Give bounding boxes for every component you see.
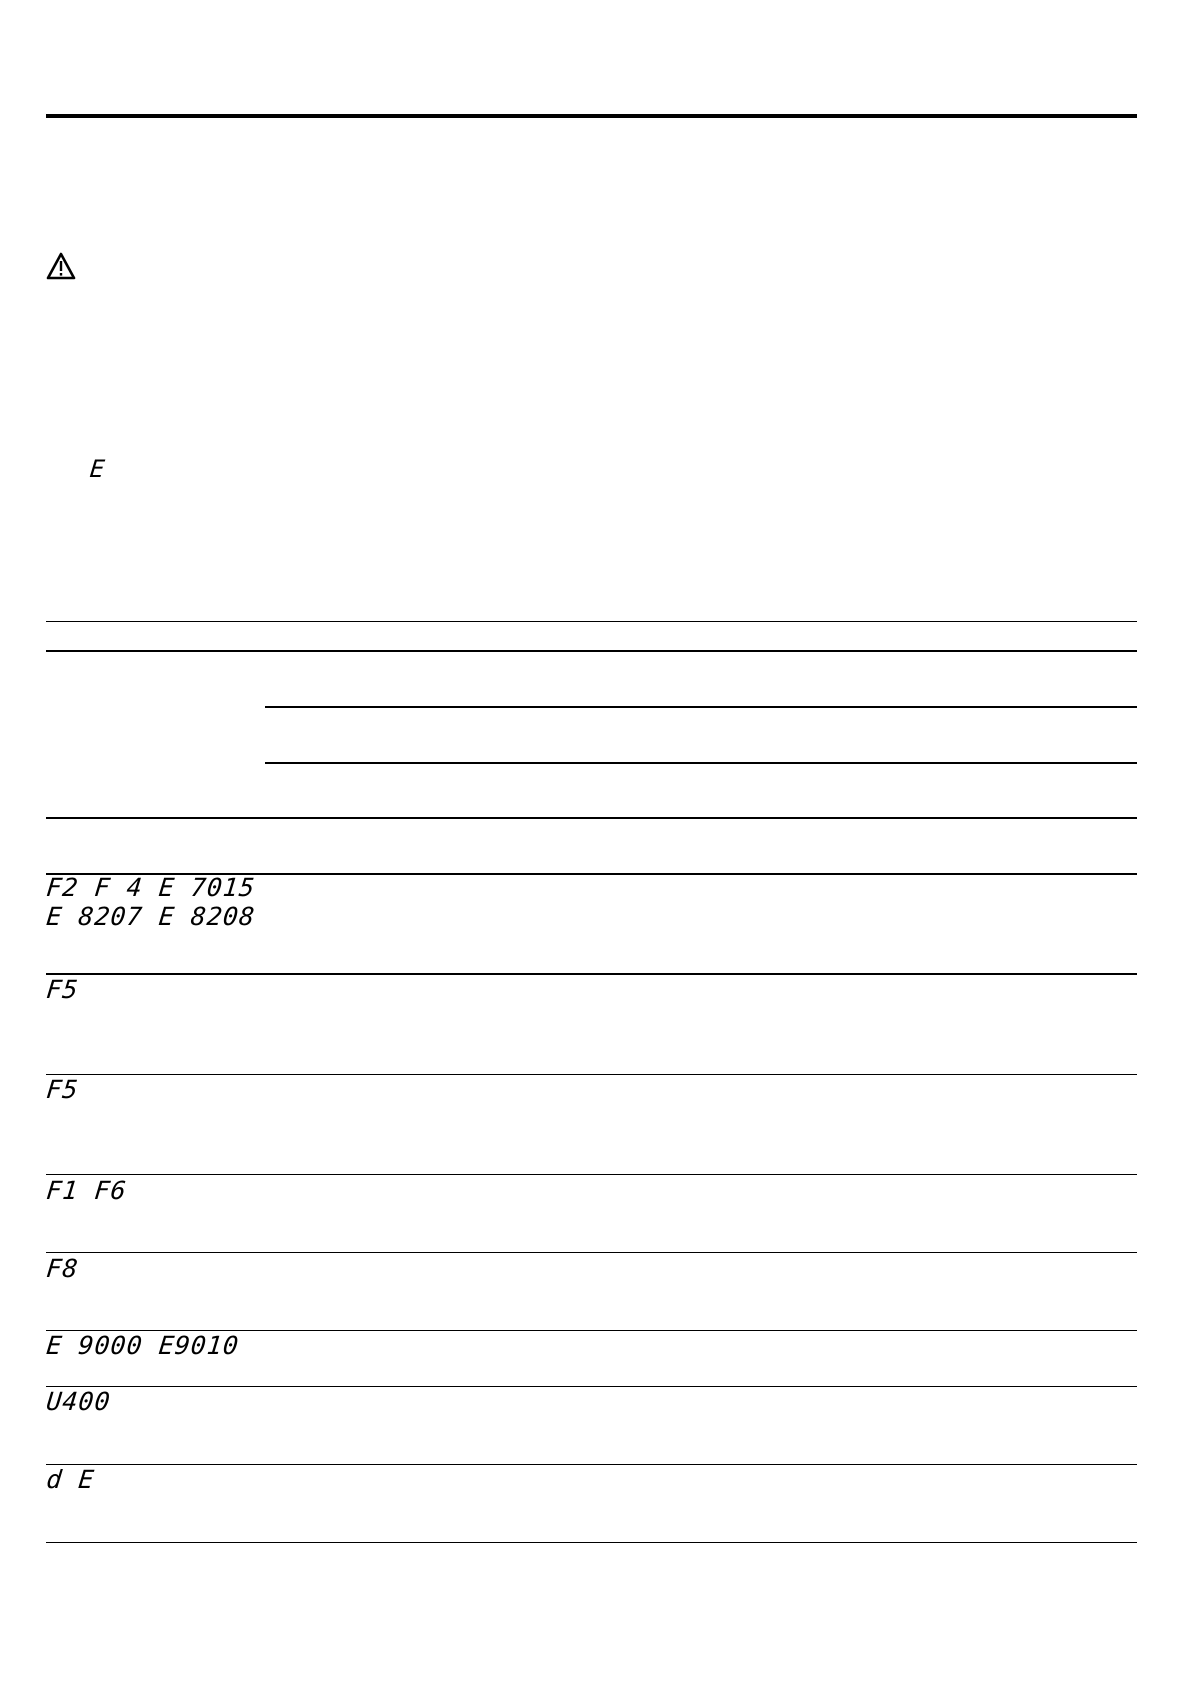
table-inner-rule xyxy=(265,706,1137,708)
error-code: d E xyxy=(44,1465,97,1494)
table-row-rule xyxy=(46,1074,1137,1075)
error-code: F5 xyxy=(44,975,81,1004)
header-rule xyxy=(46,114,1137,118)
table-row-rule xyxy=(46,1252,1137,1253)
table-bottom-rule xyxy=(46,1542,1137,1543)
error-code: E 9000 E9010 xyxy=(44,1331,241,1360)
table-header-rule xyxy=(46,650,1137,652)
table-row-rule xyxy=(46,1386,1137,1387)
error-code: F5 xyxy=(44,1075,81,1104)
warning-triangle-icon xyxy=(46,252,76,280)
table-row-rule xyxy=(46,817,1137,819)
error-code: F1 F6 xyxy=(44,1176,129,1205)
error-code: F8 xyxy=(44,1254,81,1283)
table-top-rule xyxy=(46,621,1137,622)
table-row-rule xyxy=(46,1174,1137,1175)
table-row-rule xyxy=(46,1464,1137,1465)
error-code: U400 xyxy=(44,1387,113,1416)
error-code: E 8207 E 8208 xyxy=(44,902,257,931)
inline-display-code: E xyxy=(88,455,106,483)
table-row-rule xyxy=(46,973,1137,975)
table-inner-rule xyxy=(265,762,1137,764)
error-code: F2 F 4 E 7015 xyxy=(44,873,257,902)
